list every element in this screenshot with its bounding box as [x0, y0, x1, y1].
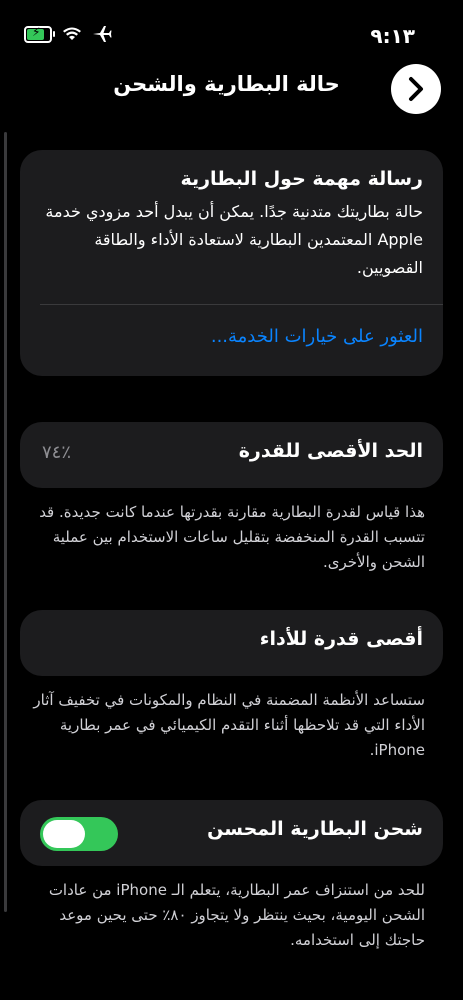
- peak-performance-row: [20, 610, 443, 676]
- service-options-link[interactable]: العثور على خيارات الخدمة...: [210, 326, 423, 347]
- message-body: حالة بطاريتك متدنية جدًا. يمكن أن يبدل أحد مزودي خدمة Apple المعتمدين البطارية لاستعادة الأداء والطاقة القصويين.: [45, 202, 423, 277]
- airplane-icon: [92, 25, 112, 43]
- chevron-right-icon: [406, 76, 426, 102]
- message-title: رسالة مهمة حول البطارية: [180, 168, 423, 190]
- back-button[interactable]: [391, 64, 441, 114]
- optimized-charging-toggle[interactable]: [40, 817, 118, 851]
- max-capacity-value: ٪٧٤: [42, 442, 72, 463]
- max-capacity-label: الحد الأقصى للقدرة: [238, 440, 423, 462]
- max-capacity-row: [20, 422, 443, 488]
- optimized-charging-label: شحن البطارية المحسن: [207, 818, 423, 840]
- status-icons: [24, 25, 112, 43]
- peak-performance-label: أقصى قدرة للأداء: [259, 628, 423, 650]
- page-title: حالة البطارية والشحن: [113, 72, 340, 96]
- status-time: ٩:١٣: [370, 24, 415, 48]
- optimized-charging-row: [20, 800, 443, 866]
- important-message-card: [20, 150, 443, 376]
- max-capacity-footnote: هذا قياس لقدرة البطارية مقارنة بقدرتها عندما كانت جديدة. قد تتسبب القدرة المنخفضة بتقليل ساعات الاستخدام بين عملية الشحن والأخرى.: [39, 503, 425, 571]
- toggle-knob: [43, 820, 85, 848]
- scroll-indicator[interactable]: [4, 132, 7, 912]
- battery-icon: ⚡: [24, 26, 52, 43]
- optimized-charging-footnote: للحد من استنزاف عمر البطارية، يتعلم الـ iPhone من عادات الشحن اليومية، بحيث ينتظر ولا يتجاوز ٨٠٪ حتى يحين موعد حاجتك إلى استخدامه.: [48, 881, 425, 949]
- wifi-icon: [62, 26, 82, 42]
- status-bar: [0, 22, 463, 52]
- peak-performance-footnote: ستساعد الأنظمة المضمنة في النظام والمكونات في تخفيف آثار الأداء التي قد تلاحظها أثناء التقدم الكيميائي في عمر بطارية iPhone.: [33, 691, 425, 759]
- divider: [40, 304, 443, 305]
